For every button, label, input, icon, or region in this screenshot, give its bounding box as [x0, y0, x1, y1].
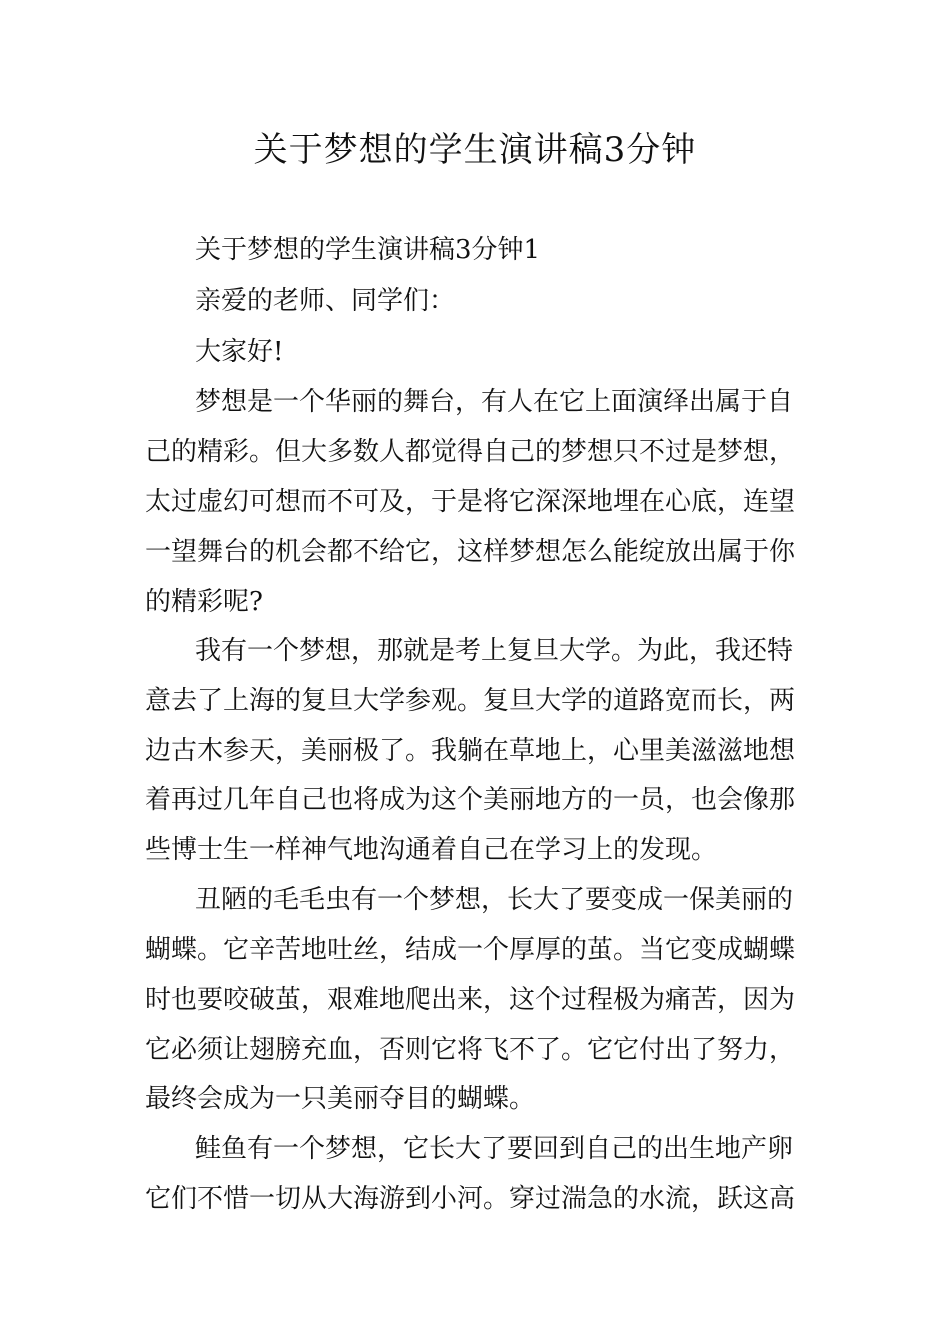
- paragraph-line: 己的精彩。但大多数人都觉得自己的梦想只不过是梦想，: [145, 437, 796, 467]
- paragraph-line: 鲑鱼有一个梦想，它长大了要回到自己的出生地产卵: [195, 1134, 794, 1164]
- paragraph-line: 的精彩呢?: [145, 587, 263, 617]
- paragraph-line: 梦想是一个华丽的舞台，有人在它上面演绎出属于自: [195, 387, 794, 417]
- paragraph-line: 意去了上海的复旦大学参观。复旦大学的道路宽而长，两: [145, 686, 796, 716]
- paragraph-line: 着再过几年自己也将成为这个美丽地方的一员，也会像那: [145, 785, 796, 815]
- section-heading: 关于梦想的学生演讲稿3分钟1: [195, 235, 541, 265]
- paragraph-line: 太过虚幻可想而不可及，于是将它深深地埋在心底，连望: [145, 487, 796, 517]
- paragraph-line: 一望舞台的机会都不给它，这样梦想怎么能绽放出属于你: [145, 537, 796, 567]
- paragraph-line: 最终会成为一只美丽夺目的蝴蝶。: [145, 1084, 536, 1114]
- paragraph-line: 我有一个梦想，那就是考上复旦大学。为此，我还特: [195, 636, 794, 666]
- paragraph-line: 蝴蝶。它辛苦地吐丝，结成一个厚厚的茧。当它变成蝴蝶: [145, 935, 796, 965]
- salutation-line: 亲爱的老师、同学们：: [195, 286, 456, 316]
- paragraph-line: 些博士生一样神气地沟通着自己在学习上的发现。: [145, 835, 718, 865]
- paragraph-line: 它必须让翅膀充血，否则它将飞不了。它它付出了努力，: [145, 1035, 796, 1065]
- paragraph-line: 边古木参天，美丽极了。我躺在草地上，心里美滋滋地想: [145, 736, 796, 766]
- paragraph-line: 丑陋的毛毛虫有一个梦想，长大了要变成一保美丽的: [195, 885, 794, 915]
- document-title: 关于梦想的学生演讲稿3分钟: [253, 130, 697, 170]
- greeting-line: 大家好!: [195, 337, 284, 367]
- paragraph-line: 时也要咬破茧，艰难地爬出来，这个过程极为痛苦，因为: [145, 985, 796, 1015]
- paragraph-line: 它们不惜一切从大海游到小河。穿过湍急的水流，跃这高: [145, 1184, 796, 1214]
